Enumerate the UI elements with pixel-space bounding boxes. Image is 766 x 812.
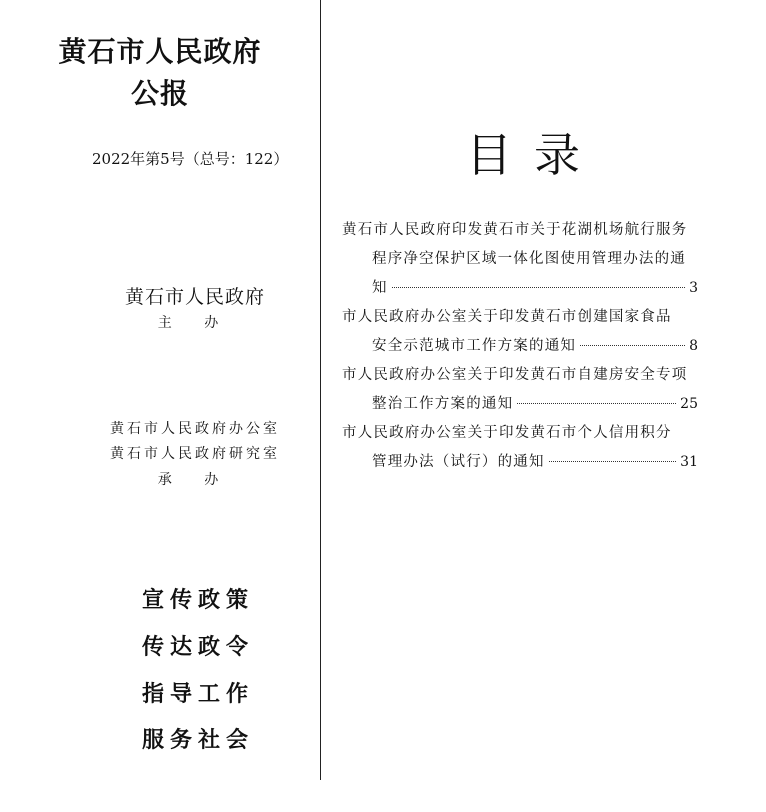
toc-entry-title-end: 管理办法（试行）的通知 (372, 454, 545, 470)
motto-line: 宣传政策 (141, 588, 254, 613)
toc-entry[interactable] (342, 303, 698, 361)
toc-entry-title-end: 知 (372, 280, 388, 296)
motto-line: 指导工作 (141, 682, 254, 707)
toc-entry-last-line (342, 274, 698, 303)
toc-page-number: 8 (689, 338, 698, 354)
toc-page-number: 25 (680, 396, 698, 412)
toc-entry[interactable] (342, 419, 698, 477)
toc-entry-title: 市人民政府办公室关于印发黄石市自建房安全专项 (342, 367, 688, 383)
toc-entry-title-end: 安全示范城市工作方案的通知 (372, 338, 577, 354)
toc-entry-title-cont: 程序净空保护区域一体化图使用管理办法的通 (372, 251, 686, 267)
toc-entry-title-end: 整治工作方案的通知 (372, 396, 514, 412)
toc-entry[interactable] (342, 361, 698, 419)
toc-entry[interactable] (342, 216, 698, 303)
sponsor-role: 主 办 (157, 315, 233, 331)
table-of-contents (342, 216, 698, 477)
issue-number: 2022年第5号（总号：122） (92, 150, 289, 168)
dot-leader (580, 345, 685, 346)
toc-entry-title: 黄石市人民政府印发黄石市关于花湖机场航行服务 (342, 222, 688, 238)
motto-line: 服务社会 (141, 728, 254, 753)
sponsor-name: 黄石市人民政府 (124, 286, 265, 308)
organizer-office: 黄石市人民政府办公室 (110, 421, 280, 437)
dot-leader (549, 461, 676, 462)
bulletin-title-line2: 公报 (130, 77, 189, 110)
organizer-research: 黄石市人民政府研究室 (110, 446, 280, 462)
bulletin-title: 黄石市人民政府 (58, 35, 262, 68)
toc-entry-last-line (342, 390, 698, 419)
organizer-role: 承 办 (157, 472, 233, 488)
toc-entry-last-line (342, 448, 698, 477)
dot-leader (517, 403, 676, 404)
toc-entry-title: 市人民政府办公室关于印发黄石市创建国家食品 (342, 309, 672, 325)
dot-leader (392, 287, 685, 288)
vertical-divider (320, 0, 321, 780)
cover-left-column (0, 0, 320, 812)
toc-entry-last-line (342, 332, 698, 361)
toc-page-number: 3 (689, 280, 698, 296)
toc-heading: 目录 (466, 128, 602, 182)
motto-line: 传达政令 (141, 635, 254, 660)
toc-page-number: 31 (680, 454, 698, 470)
toc-entry-title: 市人民政府办公室关于印发黄石市个人信用积分 (342, 425, 672, 441)
